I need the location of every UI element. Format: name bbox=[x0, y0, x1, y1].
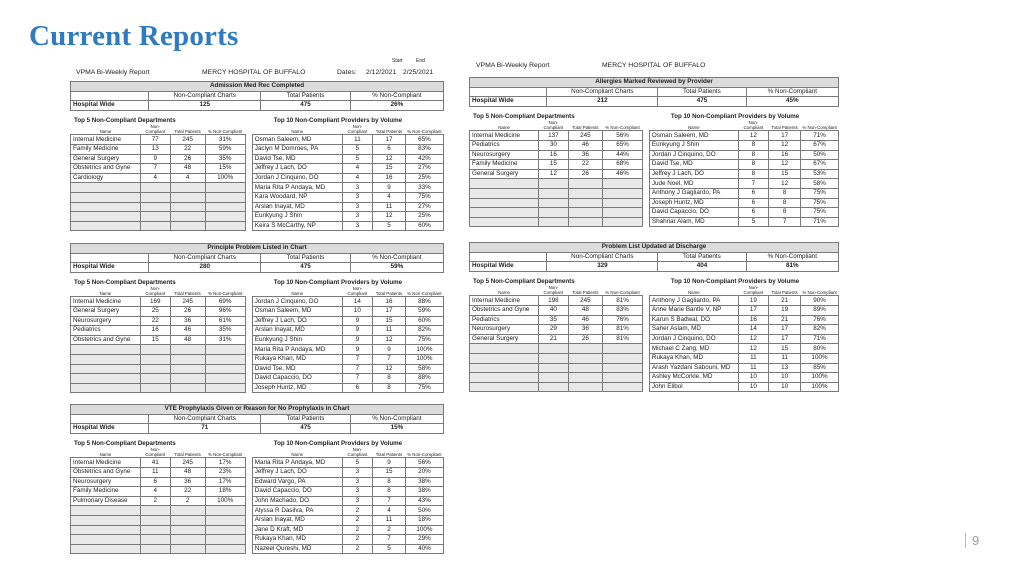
table-row: Maria Rita P Andaya, MD 5 9 56% bbox=[252, 458, 443, 468]
table-row: Arslan Inayat, MD 9 11 82% bbox=[252, 326, 443, 336]
col-total-patients: Total Patients bbox=[658, 252, 747, 262]
table-row: Michael C Zang, MD 12 15 80% bbox=[649, 344, 838, 354]
hospital-wide-total: 475 bbox=[261, 424, 351, 434]
top10-providers-table: Name Non-Compliant Total Patients % Non-Compliant Jordan J Cinquino, DO 14 16 88% Osman Saleem, MD 10 17 59% Jeffrey J Lach, DO 9 15 60% Arslan Inayat, MD 9 11 82% Eunkyung J Shin 9 12 75% Maria Rita P Andaya, MD 9 9 100% Rukaya Khan, MD 7 7 100% David Tse, MD 7 12 58% David Capaccio, DO 7 8 88% Joseph Huntz, MD 6 8 75% bbox=[252, 287, 444, 394]
end-date: 2/25/2021 bbox=[403, 69, 434, 76]
top5-departments-table: Name Non-Compliant Total Patients % Non-Compliant Internal Medicine 77 245 31% Family Medicine 13 22 59% General Surgery 9 26 35% Obstetrics and Gyne 7 48 15% Cardiology 4 4 100% bbox=[70, 125, 246, 232]
table-row: Eunkyung J Shin 8 12 67% bbox=[649, 140, 838, 150]
table-row: Anthony J Gagliardo, PA 19 21 90% bbox=[649, 296, 838, 306]
table-row bbox=[470, 344, 643, 354]
top5-heading: Top 5 Non-Compliant Departments bbox=[74, 278, 176, 286]
table-row: Obstetrics and Gyne 11 48 23% bbox=[71, 467, 246, 477]
hospital-wide-non-compliant: 125 bbox=[149, 101, 261, 111]
hospital-wide-total: 475 bbox=[261, 101, 351, 111]
table-row: Jordan J Cinquino, DO 4 16 25% bbox=[252, 173, 443, 183]
table-row: Arslan Inayat, MD 2 11 18% bbox=[252, 515, 443, 525]
table-row bbox=[71, 544, 246, 554]
top10-heading: Top 10 Non-Compliant Providers by Volume bbox=[670, 277, 800, 285]
table-row bbox=[470, 353, 643, 363]
slide-number: 9 bbox=[965, 533, 979, 548]
top5-departments-table: Name Non-Compliant Total Patients % Non-Compliant Internal Medicine 198 245 81% Obstetrics and Gyne 40 48 83% Pediatrics 35 46 76% Neurosurgery 29 36 81% General Surgery 21 26 81% bbox=[469, 286, 643, 393]
table-row bbox=[470, 363, 643, 373]
table-row: Osman Saleem, MD 11 17 65% bbox=[252, 135, 443, 145]
top5-heading: Top 5 Non-Compliant Departments bbox=[473, 277, 575, 285]
table-row: Saher Aslam, MD 14 17 82% bbox=[649, 325, 838, 335]
table-row: Jeffrey J Lach, DO 3 15 20% bbox=[252, 467, 443, 477]
hospital-wide-total: 475 bbox=[261, 263, 351, 273]
table-row: David Capaccio, DO 7 8 88% bbox=[252, 374, 443, 384]
hospital-wide-pct: 15% bbox=[350, 424, 443, 434]
table-row: Jordan J Cinquino, DO 14 16 88% bbox=[252, 297, 443, 307]
table-row: Rukaya Khan, MD 2 7 29% bbox=[252, 535, 443, 545]
table-row: David Capaccio, DO 6 8 75% bbox=[649, 208, 838, 218]
top5-heading: Top 5 Non-Compliant Departments bbox=[473, 112, 575, 120]
table-row: Eunkyung J Shin 3 12 25% bbox=[252, 212, 443, 222]
table-row bbox=[71, 192, 246, 202]
top10-providers-table: Name Non-Compliant Total Patients % Non-Compliant Osman Saleem, MD 12 17 71% Eunkyung J Shin 8 12 67% Jordan J Cinquino, DO 8 16 50% David Tse, MD 8 12 67% Jeffrey J Lach, DO 8 15 53% Jude Noel, MD 7 12 58% Anthony J Gagliardo, PA 6 8 75% Joseph Huntz, MD 6 8 75% David Capaccio, DO 6 8 75% Shahriar Alam, MD 5 7 71% bbox=[649, 121, 839, 228]
table-row bbox=[71, 515, 246, 525]
table-row: Rukaya Khan, MD 11 11 100% bbox=[649, 353, 838, 363]
hospital-name: MERCY HOSPITAL OF BUFFALO bbox=[602, 62, 706, 69]
col-pct-non-compliant: % Non-Compliant bbox=[350, 253, 443, 263]
table-row: John Elibol 10 10 100% bbox=[649, 382, 838, 392]
top5-departments-table: Name Non-Compliant Total Patients % Non-Compliant Internal Medicine 41 245 17% Obstetrics and Gyne 11 48 23% Neurosurgery 6 36 17% Family Medicine 4 22 18% Pulmonary Disease 2 2 100% bbox=[70, 448, 246, 555]
hospital-wide-pct: 81% bbox=[746, 262, 838, 272]
table-row: Obstetrics and Gyne 40 48 83% bbox=[470, 305, 643, 315]
table-row: John Machado, DO 3 7 43% bbox=[252, 496, 443, 506]
end-label: End bbox=[416, 58, 425, 64]
top10-providers-table: Name Non-Compliant Total Patients % Non-Compliant Anthony J Gagliardo, PA 19 21 90% Anne Marie Bantle V, NP 17 19 89% Karun S Badwal, DO 16 21 76% Saher Aslam, MD 14 17 82% Jordan J Cinquino, DO 12 17 71% Michael C Zang, MD 12 15 80% Rukaya Khan, MD 11 11 100% Arash Yazdani Sabouni, MD 11 13 85% Ashley McCorkle, MD 10 10 100% John Elibol 10 10 100% bbox=[649, 286, 839, 393]
top5-departments-table: Name Non-Compliant Total Patients % Non-Compliant Internal Medicine 169 245 69% General Surgery 25 26 96% Neurosurgery 22 36 61% Pediatrics 16 46 35% Obstetrics and Gyne 15 48 31% bbox=[70, 287, 246, 394]
table-row: David Tse, MD 8 12 67% bbox=[649, 160, 838, 170]
table-row: Arash Yazdani Sabouni, MD 11 13 85% bbox=[649, 363, 838, 373]
table-row: Maria Rita P Andaya, MD 3 9 33% bbox=[252, 183, 443, 193]
principle-problem-section bbox=[70, 243, 444, 393]
report-name: VPMA Bi-Weekly Report bbox=[76, 69, 150, 76]
summary-table bbox=[70, 404, 444, 434]
summary-table bbox=[70, 243, 444, 273]
section-title: Principle Problem Listed in Chart bbox=[71, 244, 444, 254]
top10-providers-table: Name Non-Compliant Total Patients % Non-Compliant Maria Rita P Andaya, MD 5 9 56% Jeffrey J Lach, DO 3 15 20% Edward Vargo, PA 3 8 38% David Capaccio, DO 3 8 38% John Machado, DO 3 7 43% Alyssa R Dasilva, PA 2 4 50% Arslan Inayat, MD 2 11 18% Jane D Kraft, MD 2 2 100% Rukaya Khan, MD 2 7 29% Nazeel Qureshi, MD 2 5 40% bbox=[252, 448, 444, 555]
table-row: Internal Medicine 137 245 56% bbox=[470, 131, 643, 141]
col-non-compliant-charts: Non-Compliant Charts bbox=[149, 91, 261, 101]
table-row bbox=[470, 198, 643, 208]
summary-table bbox=[469, 242, 839, 272]
table-row: Internal Medicine 77 245 31% bbox=[71, 135, 246, 145]
table-row: Neurosurgery 22 36 61% bbox=[71, 316, 246, 326]
section-title: Allergies Marked Reviewed by Provider bbox=[470, 78, 839, 88]
table-row bbox=[71, 383, 246, 393]
allergies-reviewed-section bbox=[469, 77, 839, 227]
hospital-wide-total: 475 bbox=[658, 97, 747, 107]
hospital-wide-non-compliant: 212 bbox=[547, 97, 658, 107]
hospital-wide-pct: 26% bbox=[350, 101, 443, 111]
table-row bbox=[71, 345, 246, 355]
table-row: General Surgery 25 26 96% bbox=[71, 306, 246, 316]
start-date: 2/12/2021 bbox=[366, 69, 397, 76]
table-row bbox=[71, 183, 246, 193]
dates-label: Dates: bbox=[337, 69, 357, 76]
col-non-compliant-charts: Non-Compliant Charts bbox=[149, 253, 261, 263]
hospital-wide-label: Hospital Wide bbox=[71, 263, 149, 273]
table-row bbox=[470, 373, 643, 383]
table-row bbox=[470, 179, 643, 189]
table-row: Arslan Inayat, MD 3 11 27% bbox=[252, 202, 443, 212]
table-row: Obstetrics and Gyne 15 48 31% bbox=[71, 335, 246, 345]
table-row: General Surgery 21 26 81% bbox=[470, 334, 643, 344]
table-row bbox=[71, 525, 246, 535]
table-row bbox=[71, 221, 246, 231]
hospital-wide-non-compliant: 280 bbox=[149, 263, 261, 273]
col-non-compliant-charts: Non-Compliant Charts bbox=[547, 252, 658, 262]
table-row: Osman Saleem, MD 10 17 59% bbox=[252, 306, 443, 316]
table-row: David Tse, MD 5 12 42% bbox=[252, 154, 443, 164]
top10-heading: Top 10 Non-Compliant Providers by Volume bbox=[273, 439, 403, 447]
top10-providers-table: Name Non-Compliant Total Patients % Non-Compliant Osman Saleem, MD 11 17 65% Jaclyn M Domroes, PA 5 6 83% David Tse, MD 5 12 42% Jeffrey J Lach, DO 4 15 27% Jordan J Cinquino, DO 4 16 25% Maria Rita P Andaya, MD 3 9 33% Kara Woodard, NP 3 4 75% Arslan Inayat, MD 3 11 27% Eunkyung J Shin 3 12 25% Keira S McCarthy, NP 3 5 60% bbox=[252, 125, 444, 232]
table-row: Jude Noel, MD 7 12 58% bbox=[649, 179, 838, 189]
col-pct-non-compliant: % Non-Compliant bbox=[350, 91, 443, 101]
col-pct-non-compliant: % Non-Compliant bbox=[746, 87, 838, 97]
table-row: Family Medicine 4 22 18% bbox=[71, 487, 246, 497]
col-non-compliant-charts: Non-Compliant Charts bbox=[149, 414, 261, 424]
top10-heading: Top 10 Non-Compliant Providers by Volume bbox=[273, 278, 403, 286]
table-row: Karun S Badwal, DO 16 21 76% bbox=[649, 315, 838, 325]
table-row: Internal Medicine 169 245 69% bbox=[71, 297, 246, 307]
col-non-compliant-charts: Non-Compliant Charts bbox=[547, 87, 658, 97]
section-title: VTE Prophylaxis Given or Reason for No Prophylaxis in Chart bbox=[71, 405, 444, 415]
table-row: Nazeel Qureshi, MD 2 5 40% bbox=[252, 544, 443, 554]
table-row: Kara Woodard, NP 3 4 75% bbox=[252, 192, 443, 202]
table-row: Keira S McCarthy, NP 3 5 60% bbox=[252, 221, 443, 231]
top10-heading: Top 10 Non-Compliant Providers by Volume bbox=[670, 112, 800, 120]
table-row bbox=[71, 374, 246, 384]
table-row: Jane D Kraft, MD 2 2 100% bbox=[252, 525, 443, 535]
left-report-header bbox=[70, 56, 450, 78]
hospital-wide-label: Hospital Wide bbox=[470, 262, 547, 272]
table-row: Rukaya Khan, MD 7 7 100% bbox=[252, 354, 443, 364]
top5-heading: Top 5 Non-Compliant Departments bbox=[74, 116, 176, 124]
report-name: VPMA Bi-Weekly Report bbox=[476, 62, 550, 69]
right-report-header bbox=[470, 60, 770, 72]
admission-med-rec-section bbox=[70, 81, 444, 231]
table-row: Jordan J Cinquino, DO 8 16 50% bbox=[649, 150, 838, 160]
table-row bbox=[470, 382, 643, 392]
vte-prophylaxis-section bbox=[70, 404, 444, 554]
table-row: Neurosurgery 6 36 17% bbox=[71, 477, 246, 487]
table-row bbox=[71, 354, 246, 364]
hospital-wide-non-compliant: 71 bbox=[149, 424, 261, 434]
table-row: Shahriar Alam, MD 5 7 71% bbox=[649, 217, 838, 227]
table-row: Eunkyung J Shin 9 12 75% bbox=[252, 335, 443, 345]
table-row: Family Medicine 15 22 68% bbox=[470, 160, 643, 170]
hospital-wide-non-compliant: 329 bbox=[547, 262, 658, 272]
hospital-wide-pct: 45% bbox=[746, 97, 838, 107]
table-row: Pediatrics 30 46 65% bbox=[470, 140, 643, 150]
table-row bbox=[71, 212, 246, 222]
slide-title: Current Reports bbox=[29, 20, 239, 52]
top5-heading: Top 5 Non-Compliant Departments bbox=[74, 439, 176, 447]
table-row: Neurosurgery 29 36 81% bbox=[470, 325, 643, 335]
hospital-wide-total: 404 bbox=[658, 262, 747, 272]
hospital-wide-label: Hospital Wide bbox=[470, 97, 547, 107]
summary-table bbox=[469, 77, 839, 107]
table-row: Osman Saleem, MD 12 17 71% bbox=[649, 131, 838, 141]
hospital-wide-label: Hospital Wide bbox=[71, 101, 149, 111]
table-row: Jeffrey J Lach, DO 8 15 53% bbox=[649, 169, 838, 179]
table-row: General Surgery 9 26 35% bbox=[71, 154, 246, 164]
hospital-name: MERCY HOSPITAL OF BUFFALO bbox=[202, 69, 306, 76]
table-row: Anthony J Gagliardo, PA 6 8 75% bbox=[649, 188, 838, 198]
table-row: Alyssa R Dasilva, PA 2 4 50% bbox=[252, 506, 443, 516]
table-row: Pediatrics 35 46 76% bbox=[470, 315, 643, 325]
table-row: Pulmonary Disease 2 2 100% bbox=[71, 496, 246, 506]
table-row: David Tse, MD 7 12 58% bbox=[252, 364, 443, 374]
top5-departments-table: Name Non-Compliant Total Patients % Non-Compliant Internal Medicine 137 245 56% Pediatrics 30 46 65% Neurosurgery 16 36 44% Family Medicine 15 22 68% General Surgery 12 26 46% bbox=[469, 121, 643, 228]
table-row: Jordan J Cinquino, DO 12 17 71% bbox=[649, 334, 838, 344]
table-row: Obstetrics and Gyne 7 48 15% bbox=[71, 164, 246, 174]
table-row: Anne Marie Bantle V, NP 17 19 89% bbox=[649, 305, 838, 315]
table-row: Cardiology 4 4 100% bbox=[71, 173, 246, 183]
table-row: Neurosurgery 16 36 44% bbox=[470, 150, 643, 160]
col-total-patients: Total Patients bbox=[261, 253, 351, 263]
summary-table bbox=[70, 81, 444, 111]
hospital-wide-pct: 59% bbox=[350, 263, 443, 273]
table-row: Maria Rita P Andaya, MD 9 9 100% bbox=[252, 345, 443, 355]
table-row: Pediatrics 16 46 35% bbox=[71, 326, 246, 336]
section-title: Problem List Updated at Discharge bbox=[470, 243, 839, 253]
start-label: Start bbox=[392, 58, 403, 64]
table-row: Jeffrey J Lach, DO 9 15 60% bbox=[252, 316, 443, 326]
section-title: Admission Med Rec Completed bbox=[71, 82, 444, 92]
top10-heading: Top 10 Non-Compliant Providers by Volume bbox=[273, 116, 403, 124]
table-row: David Capaccio, DO 3 8 38% bbox=[252, 487, 443, 497]
table-row: Joseph Huntz, MD 6 8 75% bbox=[252, 383, 443, 393]
table-row bbox=[71, 535, 246, 545]
table-row: Joseph Huntz, MD 6 8 75% bbox=[649, 198, 838, 208]
hospital-wide-label: Hospital Wide bbox=[71, 424, 149, 434]
table-row: General Surgery 12 26 46% bbox=[470, 169, 643, 179]
table-row bbox=[71, 202, 246, 212]
table-row bbox=[71, 364, 246, 374]
table-row: Internal Medicine 198 245 81% bbox=[470, 296, 643, 306]
table-row bbox=[71, 506, 246, 516]
table-row: Edward Vargo, PA 3 8 38% bbox=[252, 477, 443, 487]
table-row: Jeffrey J Lach, DO 4 15 27% bbox=[252, 164, 443, 174]
table-row bbox=[470, 188, 643, 198]
col-pct-non-compliant: % Non-Compliant bbox=[350, 414, 443, 424]
table-row bbox=[470, 217, 643, 227]
table-row: Internal Medicine 41 245 17% bbox=[71, 458, 246, 468]
table-row bbox=[470, 208, 643, 218]
table-row: Ashley McCorkle, MD 10 10 100% bbox=[649, 373, 838, 383]
col-total-patients: Total Patients bbox=[261, 414, 351, 424]
col-total-patients: Total Patients bbox=[261, 91, 351, 101]
problem-list-section bbox=[469, 242, 839, 392]
table-row: Family Medicine 13 22 59% bbox=[71, 144, 246, 154]
col-pct-non-compliant: % Non-Compliant bbox=[746, 252, 838, 262]
col-total-patients: Total Patients bbox=[658, 87, 747, 97]
table-row: Jaclyn M Domroes, PA 5 6 83% bbox=[252, 144, 443, 154]
